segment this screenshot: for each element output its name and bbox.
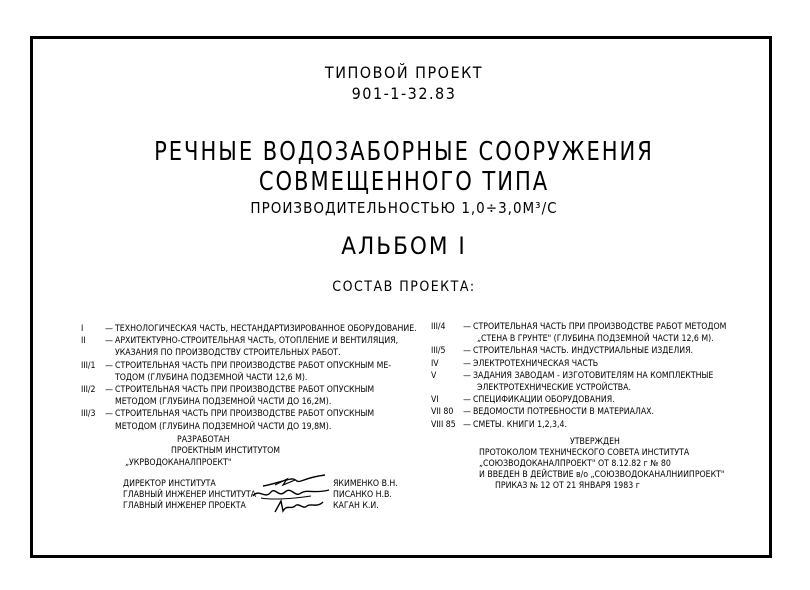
item-text: ВЕДОМОСТИ ПОТРЕБНОСТИ В МАТЕРИАЛАХ.	[473, 407, 655, 418]
item-text: ЗАДАНИЯ ЗАВОДАМ - ИЗГОТОВИТЕЛЯМ НА КОМПЛЕКТНЫЕ	[473, 370, 714, 381]
list-item: III/3 — СТРОИТЕЛЬНАЯ ЧАСТЬ ПРИ ПРОИЗВОДСТВЕ РАБОТ ОПУСКНЫМ	[81, 409, 375, 420]
developed-label: РАЗРАБОТАН	[177, 435, 230, 445]
approved-line-4: ПРИКАЗ № 12 ОТ 21 ЯНВАРЯ 1983 г	[495, 481, 640, 491]
signature-name-3: КАГАН К.И.	[333, 501, 379, 511]
list-item: VI — СПЕЦИФИКАЦИИ ОБОРУДОВАНИЯ.	[431, 395, 615, 406]
item-text: УКАЗАНИЯ ПО ПРОИЗВОДСТВУ СТРОИТЕЛЬНЫХ РАБОТ.	[115, 348, 341, 359]
list-item: III/2 — СТРОИТЕЛЬНАЯ ЧАСТЬ ПРИ ПРОИЗВОДСТВЕ РАБОТ ОПУСКНЫМ	[81, 385, 375, 396]
item-number: III/1	[81, 360, 96, 371]
developed-institute-name: „УКРВОДОКАНАЛПРОЕКТ"	[125, 458, 232, 468]
album-title: АЛЬБОМ I	[341, 232, 467, 260]
list-item: VIII 85 — СМЕТЫ. КНИГИ 1,2,3,4.	[431, 419, 567, 430]
developed-institute-label: ПРОЕКТНЫМ ИНСТИТУТОМ	[171, 446, 281, 456]
list-item: I — ТЕХНОЛОГИЧЕСКАЯ ЧАСТЬ, НЕСТАНДАРТИЗИРОВАННОЕ ОБОРУДОВАНИЕ.	[81, 324, 417, 334]
item-text: МЕТОДОМ (ГЛУБИНА ПОДЗЕМНОЙ ЧАСТИ ДО 16,2М).	[115, 397, 332, 408]
item-text: ТОДОМ (ГЛУБИНА ПОДЗЕМНОЙ ЧАСТИ 12,6 М).	[115, 372, 308, 383]
right-contents-list	[431, 321, 726, 431]
item-number: V	[431, 370, 437, 381]
approved-line-3: И ВВЕДЕН В ДЕЙСТВИЕ в/о „СОЮЗВОДОКАНАЛНИИПРОЕКТ"	[479, 470, 725, 480]
list-item: VII 80 — ВЕДОМОСТИ ПОТРЕБНОСТИ В МАТЕРИАЛАХ.	[431, 407, 655, 418]
item-text: СПЕЦИФИКАЦИИ ОБОРУДОВАНИЯ.	[473, 395, 615, 406]
signature-name-1: ЯКИМЕНКО В.Н.	[333, 479, 398, 489]
item-text: СТРОИТЕЛЬНАЯ ЧАСТЬ ПРИ ПРОИЗВОДСТВЕ РАБОТ ОПУСКНЫМ	[115, 385, 375, 396]
list-item: V — ЗАДАНИЯ ЗАВОДАМ - ИЗГОТОВИТЕЛЯМ НА КОМПЛЕКТНЫЕ	[431, 370, 714, 381]
item-number: VI	[431, 395, 439, 406]
item-number: III/3	[81, 409, 96, 420]
item-number: I	[81, 324, 84, 334]
list-item: IV — ЭЛЕКТРОТЕХНИЧЕСКАЯ ЧАСТЬ	[431, 358, 599, 369]
item-number: IV	[431, 358, 439, 369]
item-text: СТРОИТЕЛЬНАЯ ЧАСТЬ. ИНДУСТРИАЛЬНЫЕ ИЗДЕЛИЯ.	[473, 346, 693, 357]
item-number: II	[81, 336, 86, 347]
item-text: ТЕХНОЛОГИЧЕСКАЯ ЧАСТЬ, НЕСТАНДАРТИЗИРОВАННОЕ ОБОРУДОВАНИЕ.	[115, 324, 417, 334]
item-number: III/4	[431, 322, 446, 332]
item-text: СТРОИТЕЛЬНАЯ ЧАСТЬ ПРИ ПРОИЗВОДСТВЕ РАБОТ МЕТОДОМ	[473, 322, 727, 332]
item-number: III/2	[81, 385, 96, 396]
project-number: 901-1-32.83	[351, 84, 457, 103]
signature-role-3: ГЛАВНЫЙ ИНЖЕНЕР ПРОЕКТА	[123, 501, 246, 511]
title-line-3: ПРОИЗВОДИТЕЛЬНОСТЬЮ 1,0÷3,0М³/С	[250, 199, 558, 217]
approved-title: УТВЕРЖДЕН	[570, 437, 620, 447]
list-item: III/1 — СТРОИТЕЛЬНАЯ ЧАСТЬ ПРИ ПРОИЗВОДСТВЕ РАБОТ ОПУСКНЫМ МЕ-	[81, 360, 392, 371]
item-text: АРХИТЕКТУРНО-СТРОИТЕЛЬНАЯ ЧАСТЬ, ОТОПЛЕНИЕ И ВЕНТИЛЯЦИЯ,	[115, 336, 399, 347]
item-number: VII 80	[431, 407, 454, 418]
approved-line-2: „СОЮЗВОДОКАНАЛПРОЕКТ" ОТ 8.12.82 г № 80	[479, 459, 671, 469]
item-text: „СТЕНА В ГРУНТЕ" (ГЛУБИНА ПОДЗЕМНОЙ ЧАСТИ 12,6 М).	[477, 334, 714, 345]
item-text: СМЕТЫ. КНИГИ 1,2,3,4.	[473, 419, 567, 430]
signature-role-2: ГЛАВНЫЙ ИНЖЕНЕР ИНСТИТУТА	[123, 490, 257, 500]
item-text: МЕТОДОМ (ГЛУБИНА ПОДЗЕМНОЙ ЧАСТИ ДО 19,8М).	[115, 421, 332, 432]
title-line-1: РЕЧНЫЕ ВОДОЗАБОРНЫЕ СООРУЖЕНИЯ	[154, 137, 654, 167]
signature-role-1: ДИРЕКТОР ИНСТИТУТА	[123, 479, 216, 489]
handwritten-signature-3	[271, 498, 325, 514]
item-number: III/5	[431, 346, 446, 357]
project-type-label: ТИПОВОЙ ПРОЕКТ	[324, 63, 484, 82]
list-item: III/5 — СТРОИТЕЛЬНАЯ ЧАСТЬ. ИНДУСТРИАЛЬНЫЕ ИЗДЕЛИЯ.	[431, 346, 693, 357]
left-contents-list	[81, 323, 417, 433]
item-number: VIII 85	[431, 419, 456, 430]
list-item: II — АРХИТЕКТУРНО-СТРОИТЕЛЬНАЯ ЧАСТЬ, ОТОПЛЕНИЕ И ВЕНТИЛЯЦИЯ,	[81, 336, 399, 347]
item-text: ЭЛЕКТРОТЕХНИЧЕСКИЕ УСТРОЙСТВА.	[477, 383, 631, 394]
signature-name-2: ПИСАНКО Н.В.	[333, 490, 392, 500]
section-title: СОСТАВ ПРОЕКТА:	[332, 279, 476, 295]
item-text: СТРОИТЕЛЬНАЯ ЧАСТЬ ПРИ ПРОИЗВОДСТВЕ РАБОТ ОПУСКНЫМ	[115, 409, 375, 420]
drawing-frame	[30, 36, 772, 558]
approved-line-1: ПРОТОКОЛОМ ТЕХНИЧЕСКОГО СОВЕТА ИНСТИТУТА	[479, 448, 690, 458]
list-item: III/4 — СТРОИТЕЛЬНАЯ ЧАСТЬ ПРИ ПРОИЗВОДСТВЕ РАБОТ МЕТОДОМ	[431, 322, 727, 332]
item-text: СТРОИТЕЛЬНАЯ ЧАСТЬ ПРИ ПРОИЗВОДСТВЕ РАБОТ ОПУСКНЫМ МЕ-	[115, 360, 392, 371]
item-text: ЭЛЕКТРОТЕХНИЧЕСКАЯ ЧАСТЬ	[473, 358, 599, 369]
title-line-2: СОВМЕЩЕННОГО ТИПА	[258, 167, 550, 197]
